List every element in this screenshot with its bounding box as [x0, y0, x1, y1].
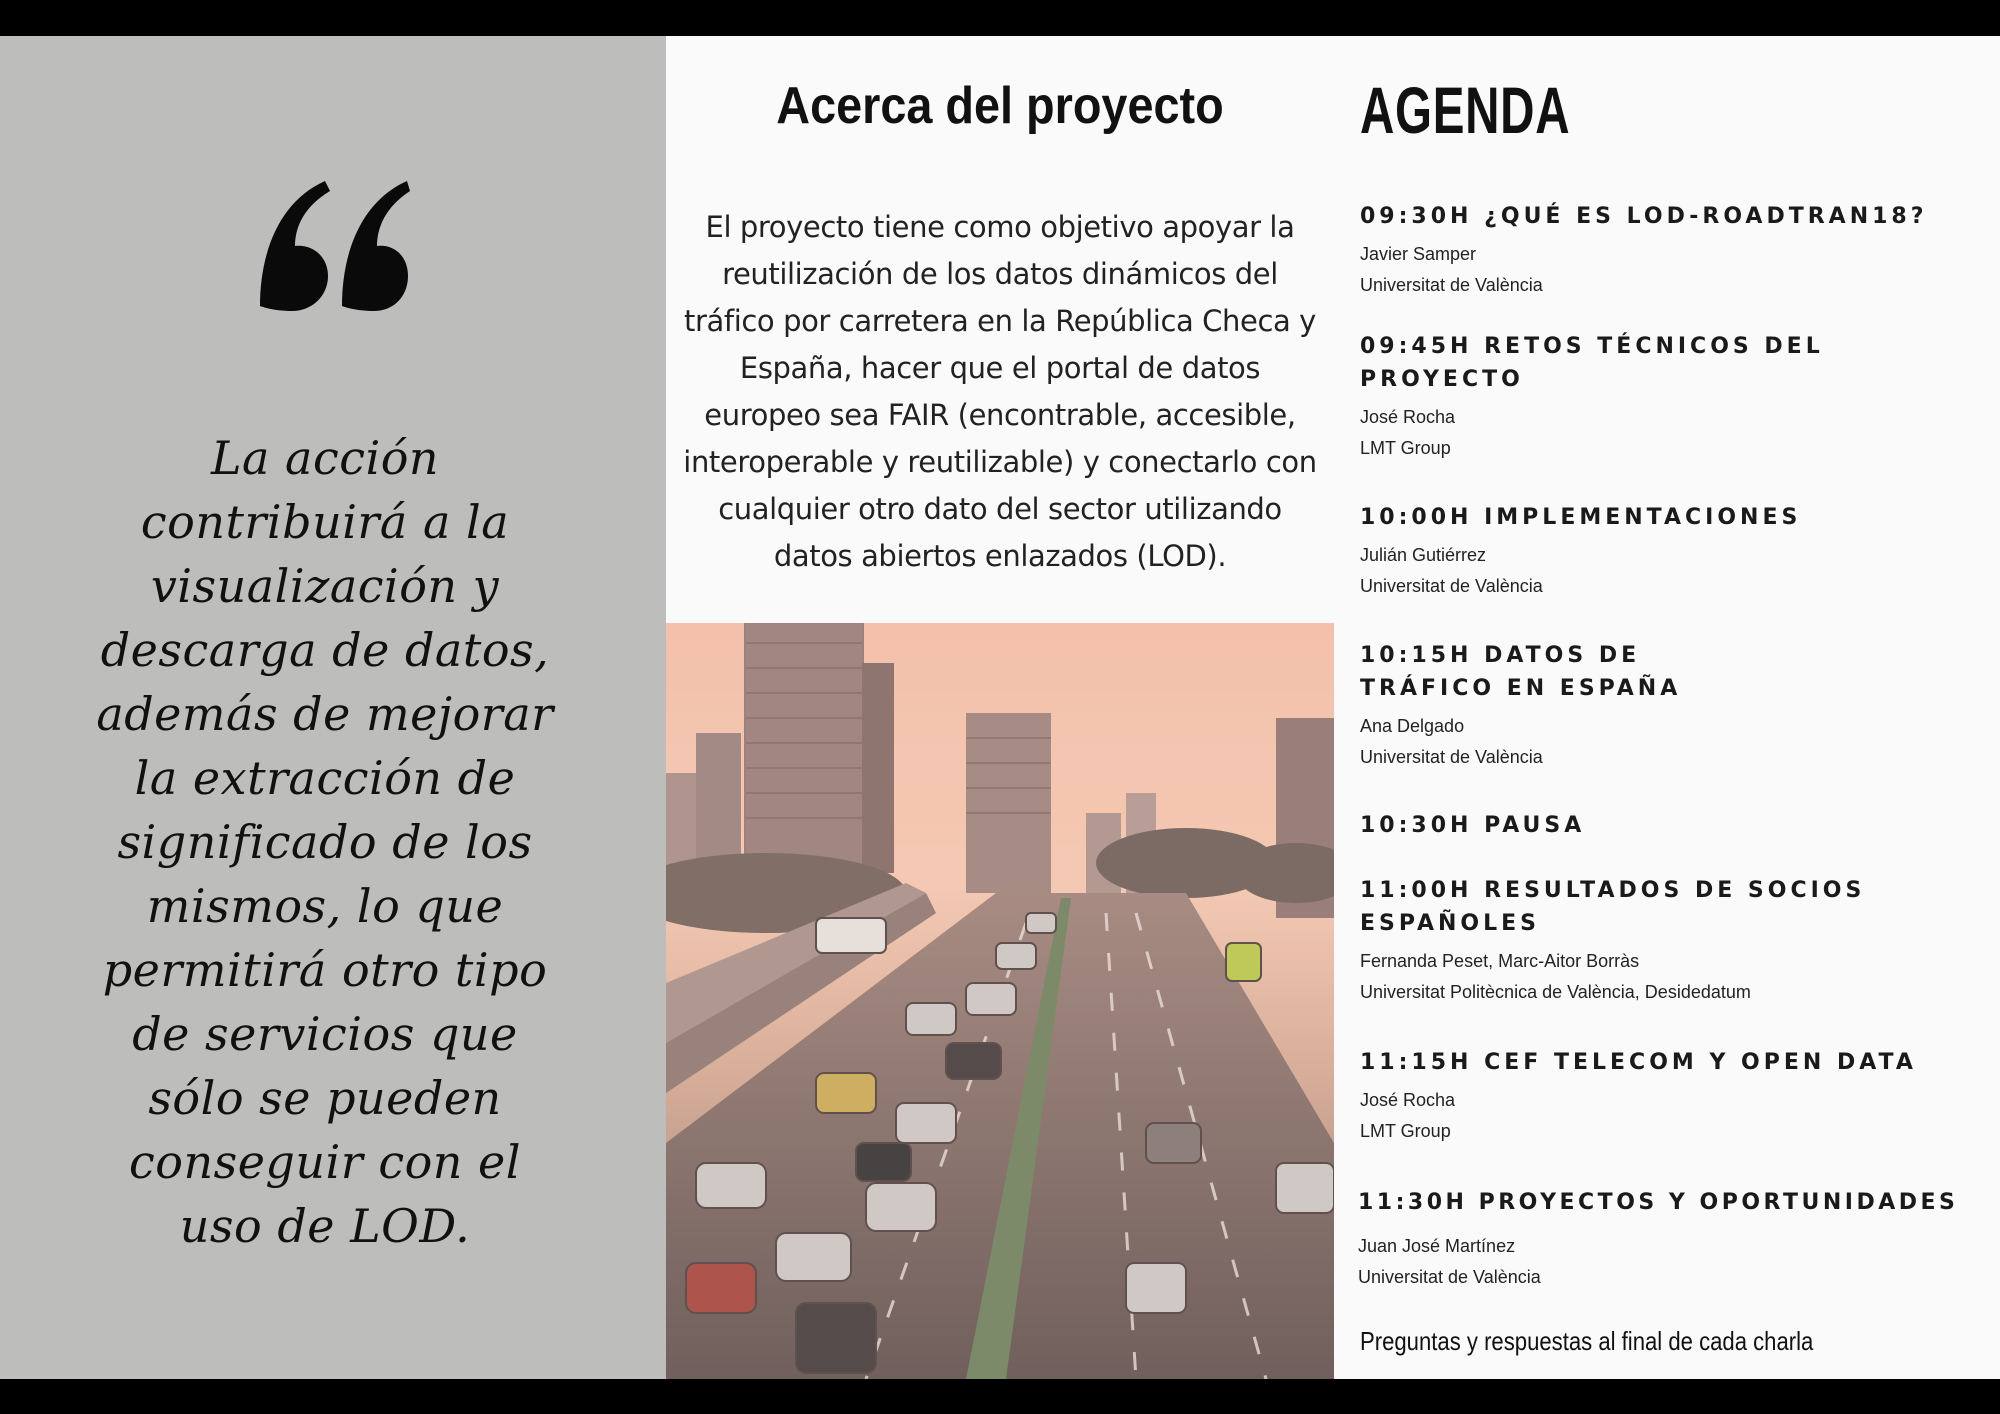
agenda-item-org: Universitat de València — [1360, 747, 1543, 767]
agenda-item-org: Universitat de València — [1360, 576, 1543, 596]
agenda-item — [1360, 639, 1780, 773]
bottom-border — [0, 1379, 2000, 1414]
agenda-item-speaker: Fernanda Peset, Marc-Aitor Borràs — [1360, 951, 1640, 971]
agenda-item — [1360, 330, 1830, 464]
traffic-photo — [666, 623, 1334, 1379]
agenda-item — [1360, 200, 1960, 301]
closing-note: Preguntas y respuestas al final de cada charla — [1360, 1326, 1814, 1356]
agenda-item-title: 10:15H DATOS DE TRÁFICO EN ESPAÑA — [1360, 643, 1682, 701]
agenda-item-title: 09:45H RETOS TÉCNICOS DEL PROYECTO — [1360, 334, 1824, 392]
agenda-item-speaker: Juan José Martínez — [1358, 1236, 1516, 1256]
quote-text: La acción contribuirá a la visualización y descarga de datos, además de mejorar la extracción de significado de los mismos, lo que permitirá otro tipo de servicios que sólo se pueden conseguir con el uso de LOD. — [96, 431, 554, 1253]
agenda-item-title: 10:30H PAUSA — [1360, 813, 1586, 838]
agenda-item-title: 11:15H CEF TELECOM Y OPEN DATA — [1360, 1050, 1917, 1075]
agenda-item-speaker: José Rocha — [1360, 407, 1456, 427]
agenda-item — [1360, 1046, 1960, 1147]
agenda-item-org: LMT Group — [1360, 438, 1451, 458]
agenda-section — [1334, 36, 2000, 1379]
quote-mark-icon — [250, 156, 410, 336]
agenda-item-org: Universitat de València — [1360, 275, 1543, 295]
agenda-item — [1360, 874, 1880, 1008]
top-border — [0, 0, 2000, 36]
about-section — [666, 36, 1334, 623]
about-title: Acerca del proyecto — [776, 77, 1224, 135]
agenda-item — [1360, 809, 1960, 842]
agenda-item-title: 11:30H PROYECTOS Y OPORTUNIDADES — [1358, 1190, 1959, 1215]
agenda-item-speaker: Ana Delgado — [1360, 716, 1465, 736]
about-body: El proyecto tiene como objetivo apoyar la reutilización de los datos dinámicos del tráfico por carretera en la República Checa y España, hacer que el portal de datos europeo sea FAIR (encontrable, accesible, interoperable y reutilizable) y conectarlo con cualquier otro dato del sector utilizando datos abiertos enlazados (LOD). — [683, 210, 1317, 573]
agenda-item-title: 11:00H RESULTADOS DE SOCIOS ESPAÑOLES — [1360, 878, 1866, 936]
agenda-item-title: 10:00H IMPLEMENTACIONES — [1360, 505, 1802, 530]
agenda-item-speaker: Javier Samper — [1360, 244, 1477, 264]
agenda-item-speaker: José Rocha — [1360, 1090, 1456, 1110]
agenda-item-title: 09:30H ¿QUÉ ES LOD-ROADTRAN18? — [1360, 204, 1928, 229]
agenda-title: AGENDA — [1360, 73, 1571, 147]
quote-panel — [0, 36, 666, 1379]
agenda-item-org: LMT Group — [1360, 1121, 1451, 1141]
agenda-item-org: Universitat Politècnica de València, Desidedatum — [1360, 982, 1751, 1002]
agenda-item-speaker: Julián Gutiérrez — [1360, 545, 1487, 565]
agenda-item — [1360, 501, 1960, 602]
agenda-item-org: Universitat de València — [1358, 1267, 1541, 1287]
agenda-item — [1358, 1186, 1998, 1293]
